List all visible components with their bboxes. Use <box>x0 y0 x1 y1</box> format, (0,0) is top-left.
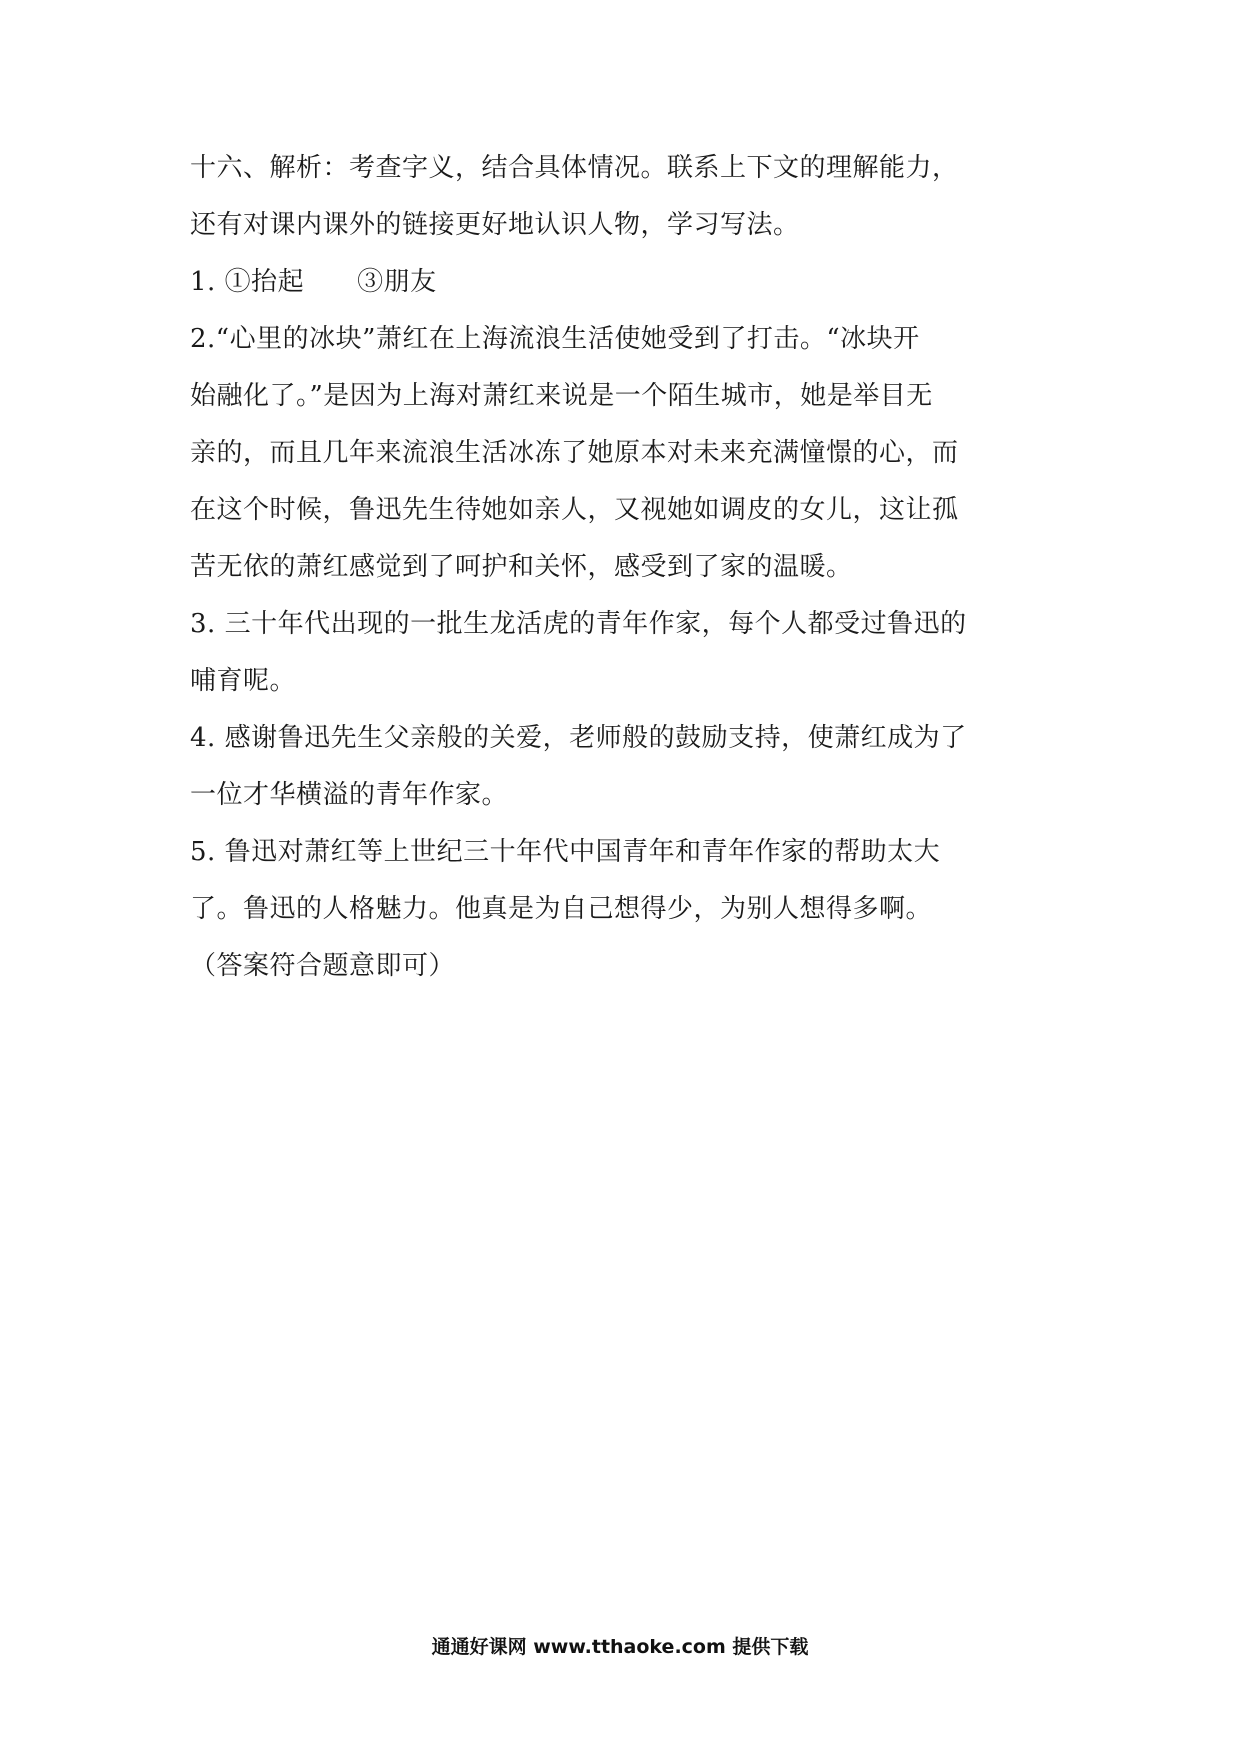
text-line: 了。鲁迅的人格魅力。他真是为自己想得少，为别人想得多啊。 <box>190 894 933 924</box>
text-line: 2.“心里的冰块”萧红在上海流浪生活使她受到了打击。“冰块开 <box>190 324 920 354</box>
text-line: 1. ①抬起 ③朋友 <box>190 267 437 297</box>
text-line: 哺育呢。 <box>190 666 297 696</box>
text-line: （答案符合题意即可） <box>190 951 456 981</box>
answer-text-block <box>190 140 1070 995</box>
text-line: 十六、解析：考查字义，结合具体情况。联系上下文的理解能力， <box>190 153 959 183</box>
text-line: 在这个时候，鲁迅先生待她如亲人，又视她如调皮的女儿，这让孤 <box>190 495 959 525</box>
text-line: 5. 鲁迅对萧红等上世纪三十年代中国青年和青年作家的帮助太大 <box>190 837 941 867</box>
text-line: 3. 三十年代出现的一批生龙活虎的青年作家，每个人都受过鲁迅的 <box>190 609 967 639</box>
text-line: 一位才华横溢的青年作家。 <box>190 780 509 810</box>
text-line: 亲的，而且几年来流浪生活冰冻了她原本对未来充满憧憬的心，而 <box>190 438 959 468</box>
footer-watermark: 通通好课网 www.tthaoke.com 提供下载 <box>431 1636 809 1658</box>
text-line: 还有对课内课外的链接更好地认识人物，学习写法。 <box>190 210 800 240</box>
text-line: 4. 感谢鲁迅先生父亲般的关爱，老师般的鼓励支持，使萧红成为了 <box>190 723 967 753</box>
text-line: 始融化了。”是因为上海对萧红来说是一个陌生城市，她是举目无 <box>190 381 933 411</box>
text-line: 苦无依的萧红感觉到了呵护和关怀，感受到了家的温暖。 <box>190 552 853 582</box>
